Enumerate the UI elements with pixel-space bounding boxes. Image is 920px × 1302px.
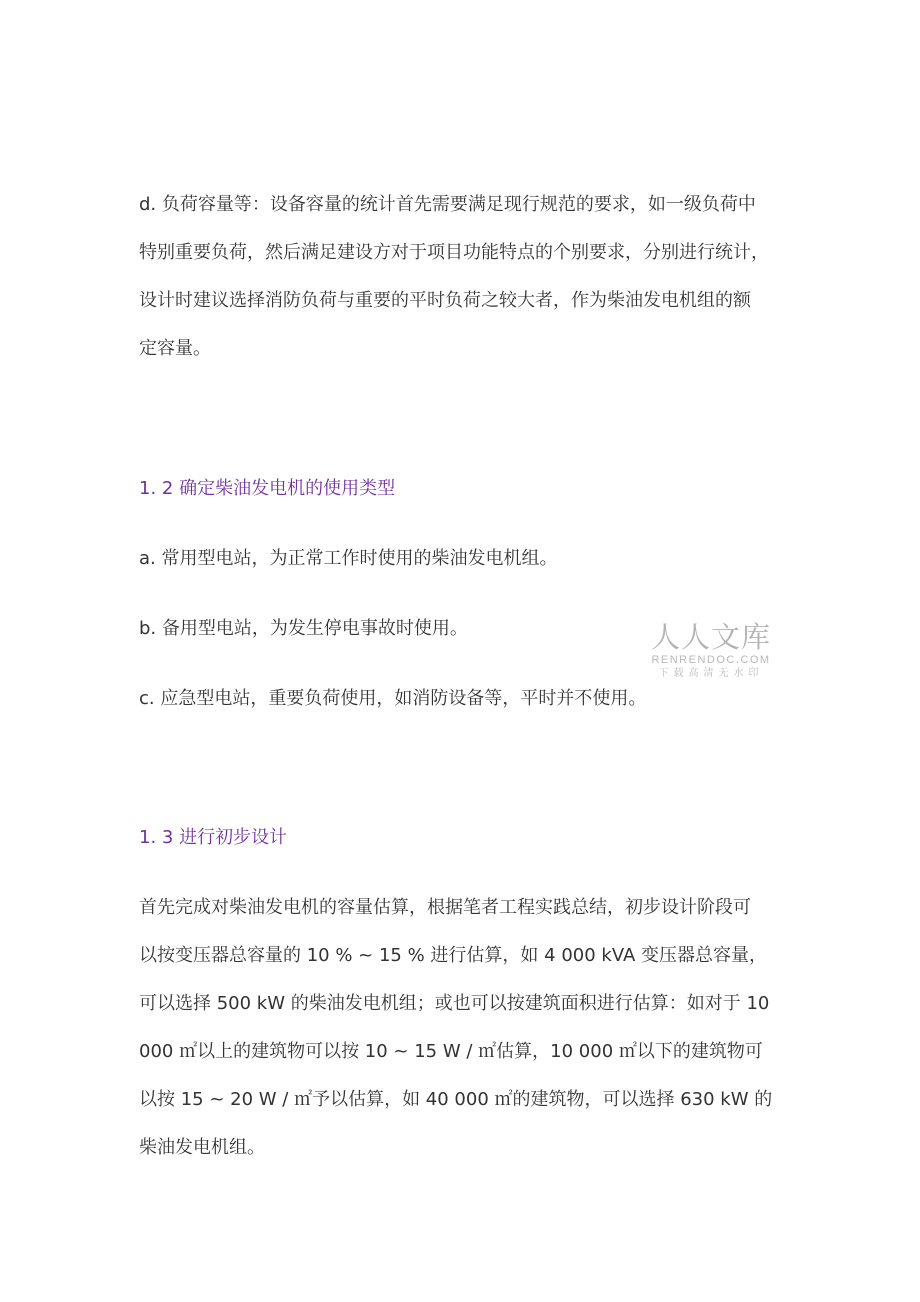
list-item-a: a. 常用型电站，为正常工作时使用的柴油发电机组。 — [139, 548, 558, 569]
section-heading-1-3: 1. 3 进行初步设计 — [139, 827, 288, 848]
list-item-b: b. 备用型电站，为发生停电事故时使用。 — [139, 618, 468, 639]
paragraph-d-line: d. 负荷容量等：设备容量的统计首先需要满足现行规范的要求，如一级负荷中 — [139, 194, 756, 215]
watermark-logo — [646, 620, 776, 681]
paragraph-1-3-line: 000 ㎡以上的建筑物可以按 10 ~ 15 W / ㎡估算，10 000 ㎡以下的建筑物可 — [139, 1041, 763, 1062]
paragraph-d-line: 特别重要负荷，然后满足建设方对于项目功能特点的个别要求，分别进行统计， — [139, 242, 769, 263]
paragraph-1-3-line: 柴油发电机组。 — [139, 1137, 265, 1158]
watermark-title: 人人文库 — [650, 620, 771, 654]
paragraph-d-line: 定容量。 — [139, 338, 211, 359]
paragraph-1-3-line: 以按 15 ~ 20 W / ㎡予以估算，如 40 000 ㎡的建筑物，可以选择 630 kW 的 — [139, 1089, 773, 1110]
watermark-slogan: 下载高清无水印 — [658, 668, 764, 679]
paragraph-1-3-line: 首先完成对柴油发电机的容量估算，根据笔者工程实践总结，初步设计阶段可 — [139, 897, 751, 918]
list-item-c: c. 应急型电站，重要负荷使用，如消防设备等，平时并不使用。 — [139, 688, 647, 709]
section-heading-1-2: 1. 2 确定柴油发电机的使用类型 — [139, 478, 396, 499]
paragraph-1-3-line: 可以选择 500 kW 的柴油发电机组；或也可以按建筑面积进行估算：如对于 10 — [139, 993, 770, 1014]
paragraph-1-3-line: 以按变压器总容量的 10 % ~ 15 % 进行估算，如 4 000 kVA 变压器总容量， — [139, 945, 768, 966]
watermark-domain: RENRENDOC.COM — [651, 654, 771, 666]
paragraph-d-line: 设计时建议选择消防负荷与重要的平时负荷之较大者，作为柴油发电机组的额 — [139, 290, 751, 311]
